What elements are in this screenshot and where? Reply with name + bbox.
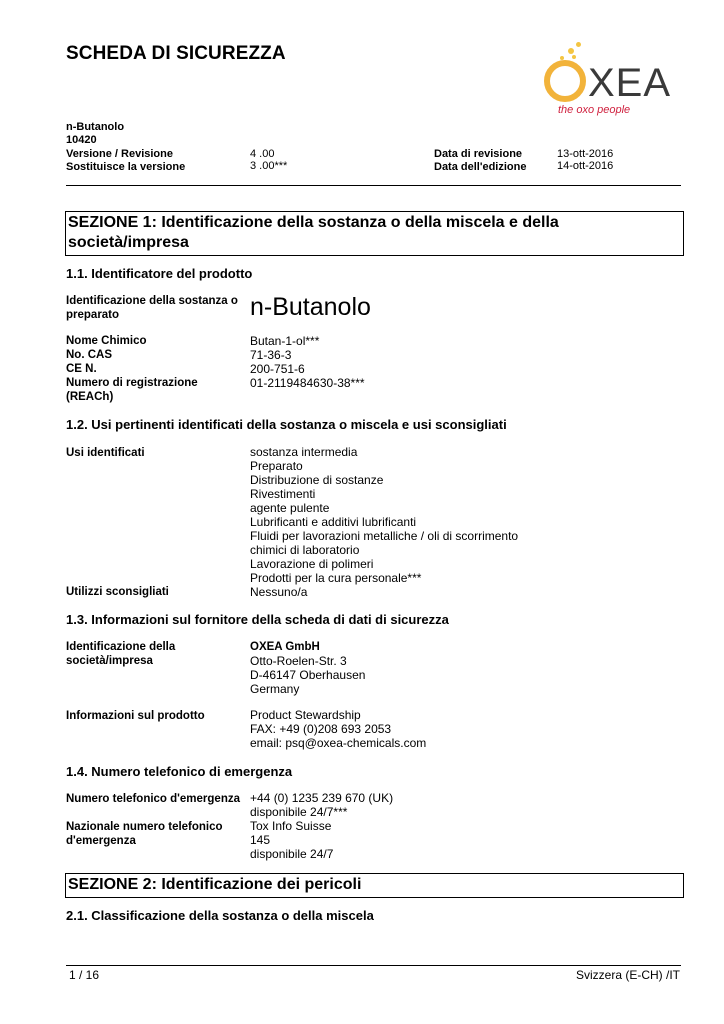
emergency-availability: disponibile 24/7*** — [250, 805, 348, 819]
product-name-header: n-Butanolo — [66, 121, 125, 133]
supersedes-label: Sostituisce la versione — [66, 161, 186, 173]
revision-date-value: 13-ott-2016 — [557, 148, 614, 160]
list-item: Lavorazione di polimeri — [250, 557, 374, 571]
substance-identification-label: Identificazione della sostanza o preparato — [66, 295, 238, 321]
list-item: agente pulente — [250, 501, 330, 515]
substance-identification-value: n-Butanolo — [250, 293, 371, 321]
emergency-phone-label: Numero telefonico d'emergenza — [66, 793, 240, 805]
discouraged-uses-value: Nessuno/a — [250, 585, 308, 599]
logo-word-text: XEA — [588, 61, 672, 105]
national-emergency-availability: disponibile 24/7 — [250, 847, 334, 861]
section-2-heading: SEZIONE 2: Identificazione dei pericoli — [65, 873, 684, 898]
national-emergency-org: Tox Info Suisse — [250, 819, 332, 833]
emergency-phone-number: +44 (0) 1235 239 670 (UK) — [250, 791, 394, 805]
company-identification-label: Identificazione della società/impresa — [66, 641, 176, 667]
page-number: 1 / 16 — [69, 968, 100, 982]
logo-o-ring — [544, 60, 586, 102]
header-divider — [66, 185, 681, 186]
national-emergency-block — [250, 819, 333, 861]
chemical-name-value: Butan-1-ol*** — [250, 334, 320, 348]
subsection-1-2-heading: 1.2. Usi pertinenti identificati della sostanza o miscela e usi sconsigliati — [66, 417, 507, 432]
discouraged-uses-label: Utilizzi sconsigliati — [66, 586, 169, 598]
product-info-block — [250, 708, 426, 750]
address-line: Otto-Roelen-Str. 3 — [250, 654, 347, 668]
cas-number-value: 71-36-3 — [250, 348, 292, 362]
document-title: SCHEDA DI SICUREZZA — [66, 43, 286, 64]
ec-number-value: 200-751-6 — [250, 362, 305, 376]
company-address — [250, 640, 365, 696]
product-info-label: Informazioni sul prodotto — [66, 710, 205, 722]
address-line: D-46147 Oberhausen — [250, 668, 366, 682]
info-line: Product Stewardship — [250, 708, 361, 722]
subsection-2-1-heading: 2.1. Classificazione della sostanza o della miscela — [66, 908, 374, 923]
list-item: Lubrificanti e additivi lubrificanti — [250, 515, 417, 529]
edition-date-label: Data dell'edizione — [434, 161, 527, 173]
chemical-name-label: Nome Chimico — [66, 335, 147, 347]
registration-number-label: Numero di registrazione (REACh) — [66, 377, 198, 403]
logo-wordmark — [544, 60, 671, 106]
logo-dot — [568, 48, 574, 54]
cas-number-label: No. CAS — [66, 349, 112, 361]
subsection-1-4-heading: 1.4. Numero telefonico di emergenza — [66, 764, 293, 779]
supersedes-value: 3 .00*** — [250, 160, 288, 172]
list-item: Preparato — [250, 459, 303, 473]
identified-uses-label: Usi identificati — [66, 447, 145, 459]
subsection-1-1-heading: 1.1. Identificatore del prodotto — [66, 266, 253, 281]
list-item: Fluidi per lavorazioni metalliche / oli di scorrimento — [250, 529, 519, 543]
version-label: Versione / Revisione — [66, 148, 173, 160]
ec-number-label: CE N. — [66, 363, 97, 375]
emergency-phone-block — [250, 791, 393, 819]
section-1-heading: SEZIONE 1: Identificazione della sostanza o della miscela e della società/impresa — [65, 211, 684, 256]
email-address: email: psq@oxea-chemicals.com — [250, 736, 427, 750]
list-item: chimici di laboratorio — [250, 543, 360, 557]
national-emergency-label: Nazionale numero telefonico d'emergenza — [66, 821, 223, 847]
logo-dot — [576, 42, 581, 47]
list-item: Distribuzione di sostanze — [250, 473, 384, 487]
logo-tagline: the oxo people — [558, 104, 631, 116]
version-value: 4 .00 — [250, 148, 275, 160]
registration-number-value: 01-2119484630-38*** — [250, 376, 365, 390]
list-item: sostanza intermedia — [250, 445, 358, 459]
logo-dot — [572, 55, 576, 59]
product-code: 10420 — [66, 134, 97, 146]
oxea-logo — [540, 40, 690, 124]
address-line: Germany — [250, 682, 300, 696]
revision-date-label: Data di revisione — [434, 148, 523, 160]
footer-region: Svizzera (E-CH) /IT — [575, 968, 680, 982]
edition-date-value: 14-ott-2016 — [557, 160, 614, 172]
fax-number: FAX: +49 (0)208 693 2053 — [250, 722, 392, 736]
list-item: Prodotti per la cura personale*** — [250, 571, 422, 585]
identified-uses-list — [250, 445, 518, 585]
list-item: Rivestimenti — [250, 487, 316, 501]
footer-divider — [66, 965, 681, 966]
national-emergency-number: 145 — [250, 833, 271, 847]
company-name: OXEA GmbH — [250, 641, 320, 653]
subsection-1-3-heading: 1.3. Informazioni sul fornitore della scheda di dati di sicurezza — [66, 612, 449, 627]
